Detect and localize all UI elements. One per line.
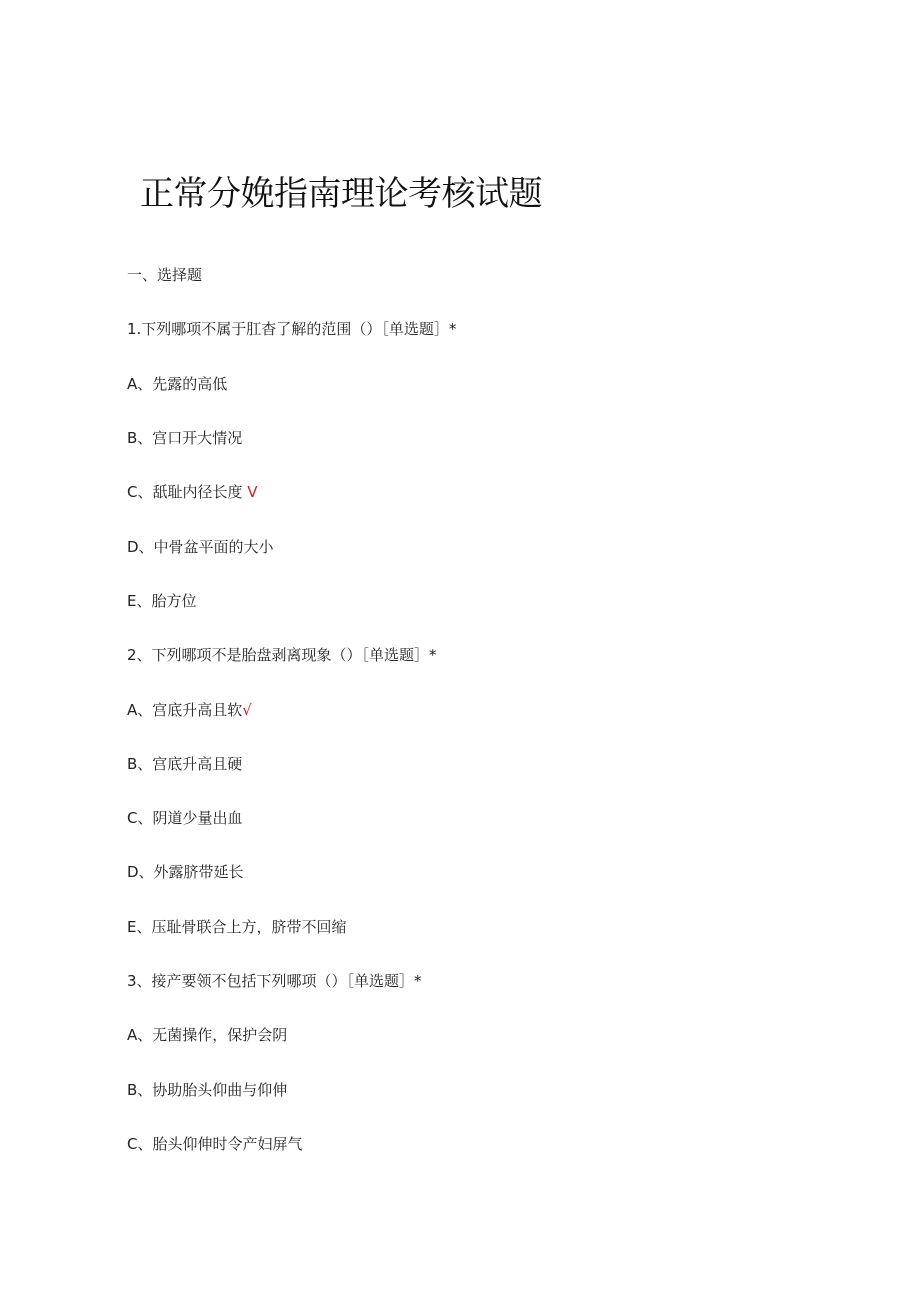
option-b: B、宫口开大情况 <box>127 429 243 447</box>
option-e: E、压耻骨联合上方，脐带不回缩 <box>127 918 347 936</box>
option-c: C、阴道少量出血 <box>127 809 243 827</box>
option-b: B、宫底升高且硬 <box>127 755 243 773</box>
option-b: B、协助胎头仰曲与仰伸 <box>127 1081 288 1099</box>
option-a: A、宫底升高且软√ <box>127 701 252 719</box>
option-d: D、外露脐带延长 <box>127 863 244 881</box>
correct-answer-mark: V <box>242 483 258 501</box>
option-c: C、胎头仰伸时令产妇屏气 <box>127 1135 303 1153</box>
question-stem: 2、下列哪项不是胎盘剥离现象（）［单选题］* <box>127 646 437 664</box>
document-title: 正常分娩指南理论考核试题 <box>140 174 542 214</box>
option-c: C、舐耻内径长度 V <box>127 483 258 501</box>
option-d: D、中骨盆平面的大小 <box>127 538 274 556</box>
question-stem: 3、接产要领不包括下列哪项（）［单选题］* <box>127 972 422 990</box>
option-e: E、胎方位 <box>127 592 197 610</box>
option-a: A、无菌操作，保护会阴 <box>127 1026 288 1044</box>
correct-answer-mark: √ <box>242 701 252 719</box>
option-a: A、先露的高低 <box>127 375 228 393</box>
question-stem: 1.下列哪项不属于肛杳了解的范围（）［单选题］* <box>127 320 457 338</box>
section-heading: 一、选择题 <box>127 266 203 284</box>
